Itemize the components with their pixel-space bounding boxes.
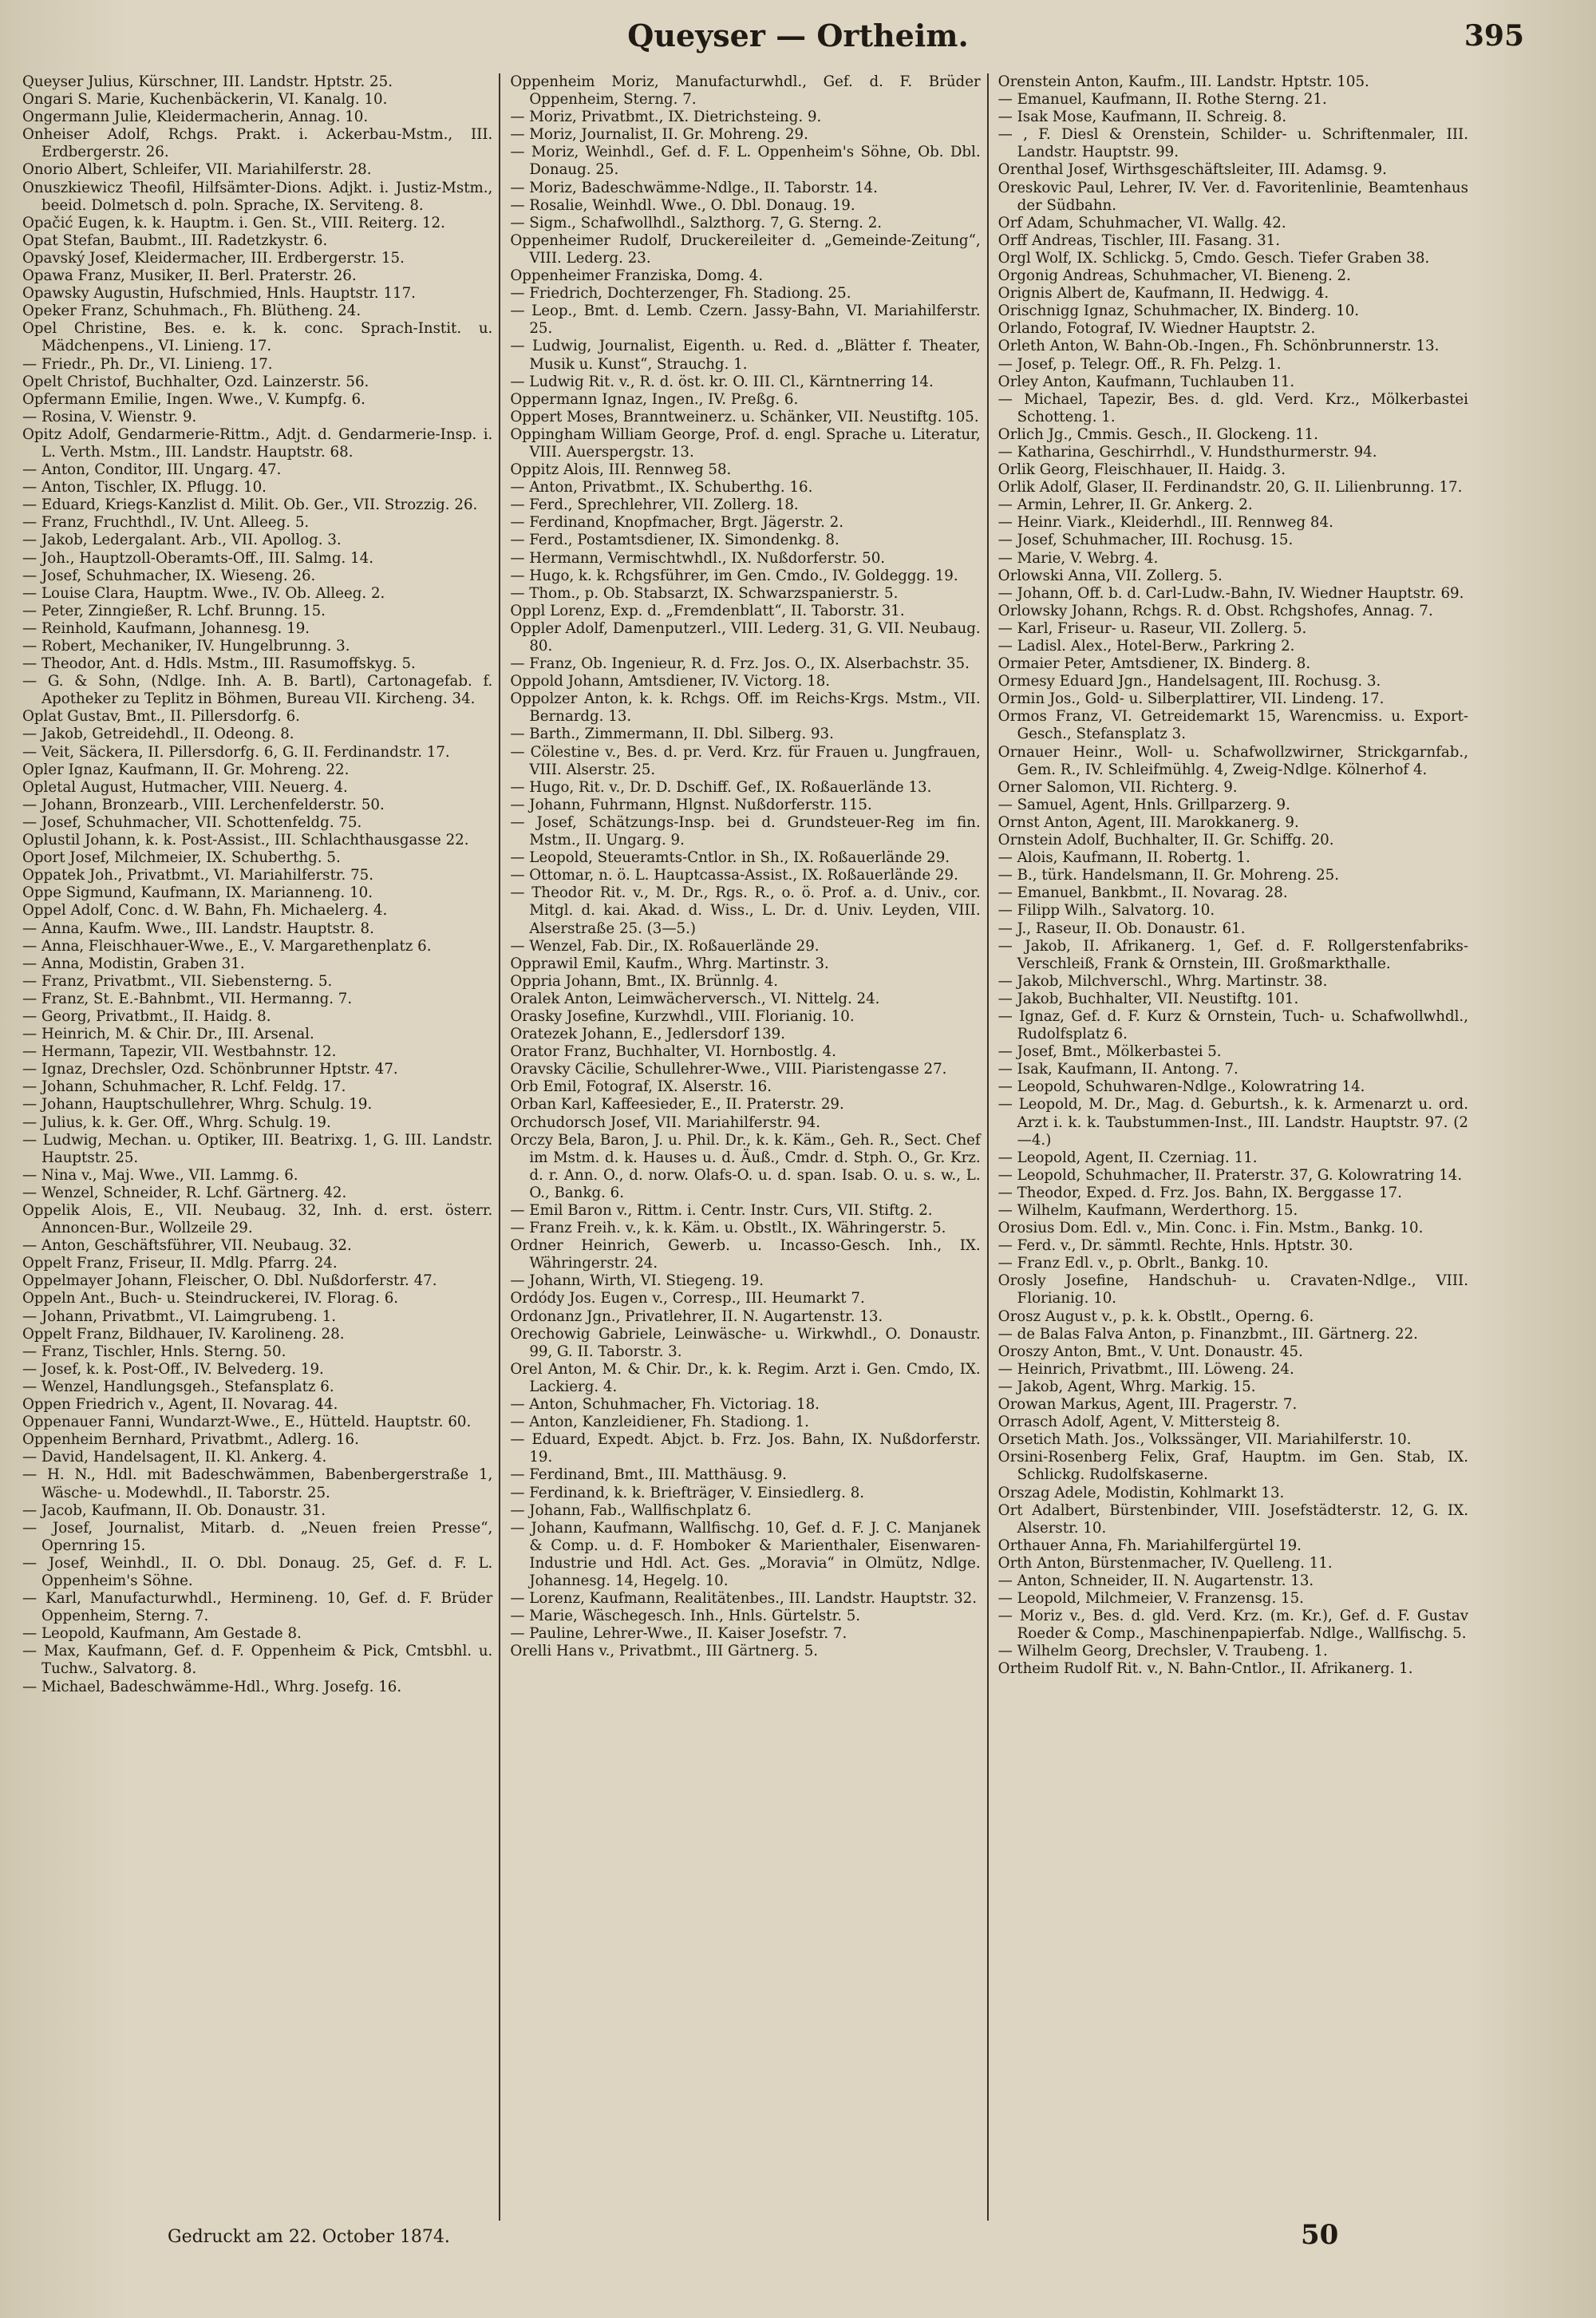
directory-entry: Orowan Markus, Agent, III. Pragerstr. 7. [998,1396,1298,1414]
directory-entry: Oppen Friedrich v., Agent, II. Novarag. 44. [22,1396,338,1414]
directory-entry: — Franz, Privatbmt., VII. Siebensterng. 5. [22,972,333,990]
directory-entry: — Franz, Tischler, Hnls. Sterng. 50. [22,1343,286,1360]
directory-entry: — Peter, Zinngießer, R. Lchf. Brunng. 15. [22,602,326,619]
directory-entry: — Josef, Schuhmacher, IX. Wieseng. 26. [22,567,316,584]
directory-entry: Orlowski Anna, VII. Zollerg. 5. [998,567,1223,584]
directory-entry: Oppenheim Moriz, Manufacturwhdl., Gef. d. F. Brüder Oppenheim, Sterng. 7. [510,73,981,109]
directory-entry: Opitz Adolf, Gendarmerie-Rittm., Adjt. d. Gendarmerie-Insp. i. L. Verth. Mstm., III. Landstr. Hauptstr. 68. [22,425,493,461]
directory-entry: — Josef, Weinhdl., II. O. Dbl. Donaug. 25, Gef. d. F. L. Oppenheim's Söhne. [22,1554,493,1589]
directory-entry: Oppold Johann, Amtsdiener, IV. Victorg. 18. [510,673,831,690]
directory-entry: Oppel Adolf, Conc. d. W. Bahn, Fh. Michaelerg. 4. [22,902,388,920]
directory-entry: — Barth., Zimmermann, II. Dbl. Silberg. 93. [510,726,834,743]
directory-entry: — Ludwig, Mechan. u. Optiker, III. Beatrixg. 1, G. III. Landstr. Hauptstr. 25. [22,1131,493,1166]
directory-entry: Opelt Christof, Buchhalter, Ozd. Lainzerstr. 56. [22,373,369,390]
directory-entry: Orasky Josefine, Kurzwhdl., VIII. Florianig. 10. [510,1007,855,1025]
directory-entry: — Wenzel, Fab. Dir., IX. Roßauerlände 29. [510,937,820,955]
directory-entry: — Filipp Wilh., Salvatorg. 10. [998,902,1215,920]
directory-entry: Ormaier Peter, Amtsdiener, IX. Binderg. 8. [998,655,1311,673]
directory-entry: Oppria Johann, Bmt., IX. Brünnlg. 4. [510,972,778,990]
directory-entry: Oppenheimer Franziska, Domg. 4. [510,267,764,285]
directory-entry: Opeker Franz, Schuhmach., Fh. Blütheng. 24. [22,303,361,320]
directory-entry: Opawa Franz, Musiker, II. Berl. Praterstr. 26. [22,267,357,285]
directory-entry: — Karl, Manufacturwhdl., Hermineng. 10, Gef. d. F. Brüder Oppenheim, Sterng. 7. [22,1590,493,1625]
directory-entry: Orlich Jg., Cmmis. Gesch., II. Glockeng. 11. [998,425,1318,443]
directory-entry: Orenthal Josef, Wirthsgeschäftsleiter, III. Adamsg. 9. [998,161,1387,179]
directory-entry: — Johann, Off. b. d. Carl-Ludw.-Bahn, IV. Wiedner Hauptstr. 69. [998,584,1464,602]
directory-entry: — Leopold, Kaufmann, Am Gestade 8. [22,1625,302,1643]
directory-entry: — Wilhelm, Kaufmann, Werderthorg. 15. [998,1202,1298,1219]
directory-entry: — Johann, Privatbmt., VI. Laimgrubeng. 1. [22,1307,337,1325]
directory-entry: Queyser Julius, Kürschner, III. Landstr. Hptstr. 25. [22,73,393,90]
directory-entry: — Rosalie, Weinhdl. Wwe., O. Dbl. Donaug. 19. [510,196,855,214]
directory-entry: — Ferdinand, Bmt., III. Matthäusg. 9. [510,1466,787,1484]
directory-entry: Opfermann Emilie, Ingen. Wwe., V. Kumpfg. 6. [22,390,365,408]
directory-entry: Orelli Hans v., Privatbmt., III Gärtnerg. 5. [510,1643,819,1660]
directory-columns [21,73,1475,2221]
directory-entry: — Georg, Privatbmt., II. Haidg. 8. [22,1007,271,1025]
directory-entry: Onorio Albert, Schleifer, VII. Mariahilferstr. 28. [22,161,372,179]
directory-entry: — Anton, Tischler, IX. Pflugg. 10. [22,479,267,496]
directory-entry: Orszag Adele, Modistin, Kohlmarkt 13. [998,1484,1285,1501]
directory-entry: — Moriz, Journalist, II. Gr. Mohreng. 29. [510,126,808,144]
directory-entry: Ordódy Jos. Eugen v., Corresp., III. Heumarkt 7. [510,1290,865,1307]
directory-entry: — Heinrich, M. & Chir. Dr., III. Arsenal. [22,1026,314,1043]
directory-entry: — Leopold, Agent, II. Czerniag. 11. [998,1149,1258,1166]
directory-entry: — Joh., Hauptzoll-Oberamts-Off., III. Salmg. 14. [22,549,373,567]
directory-entry: Ordonanz Jgn., Privatlehrer, II. N. Augartenstr. 13. [510,1307,883,1325]
directory-entry: — Ludwig, Journalist, Eigenth. u. Red. d. „Blätter f. Theater, Musik u. Kunst“, Strauchg. 1. [510,338,981,373]
directory-entry: — Emanuel, Bankbmt., II. Novarag. 28. [998,884,1288,902]
directory-entry: — Wenzel, Handlungsgeh., Stefansplatz 6. [22,1378,334,1395]
directory-entry: — Moriz v., Bes. d. gld. Verd. Krz. (m. Kr.), Gef. d. F. Gustav Roeder & Comp., Maschinenpapierfab. Ndlge., Wallfischg. 5. [998,1608,1468,1643]
directory-entry: — Karl, Friseur- u. Raseur, VII. Zollerg. 5. [998,619,1307,637]
directory-entry: Orthauer Anna, Fh. Mariahilfergürtel 19. [998,1537,1302,1554]
directory-entry: — Rosina, V. Wienstr. 9. [22,408,197,425]
directory-entry: Ortheim Rudolf Rit. v., N. Bahn-Cntlor., II. Afrikanerg. 1. [998,1660,1413,1678]
directory-entry: Opler Ignaz, Kaufmann, II. Gr. Mohreng. 22. [22,761,350,778]
directory-entry: Oppatek Joh., Privatbmt., VI. Mariahilferstr. 75. [22,867,373,884]
column-right [997,73,1475,2221]
directory-entry: — Josef, Journalist, Mitarb. d. „Neuen freien Presse“, Opernring 15. [22,1519,493,1554]
directory-entry: — Emanuel, Kaufmann, II. Rothe Sterng. 21. [998,91,1327,109]
directory-entry: — H. N., Hdl. mit Badeschwämmen, Babenbergerstraße 1, Wäsche- u. Modewhdl., II. Taborstr. 25. [22,1466,493,1501]
directory-entry: Ormos Franz, VI. Getreidemarkt 15, Warencmiss. u. Export-Gesch., Stefansplatz 3. [998,708,1468,743]
directory-entry: Orrasch Adolf, Agent, V. Mittersteig 8. [998,1414,1281,1431]
directory-entry: — de Balas Falva Anton, p. Finanzbmt., III. Gärtnerg. 22. [998,1325,1418,1343]
directory-entry: Orth Anton, Bürstenmacher, IV. Quelleng. 11. [998,1554,1333,1572]
directory-entry: Ongari S. Marie, Kuchenbäckerin, VI. Kanalg. 10. [22,91,388,109]
directory-entry: Orlik Adolf, Glaser, II. Ferdinandstr. 20, G. II. Lilienbrunng. 17. [998,479,1463,496]
directory-entry: — Leopold, Schuhwaren-Ndlge., Kolowratring 14. [998,1078,1365,1096]
directory-entry: Ort Adalbert, Bürstenbinder, VIII. Josefstädterstr. 12, G. IX. Alserstr. 10. [998,1501,1468,1537]
directory-entry: — Ladisl. Alex., Hotel-Berw., Parkring 2. [998,638,1295,655]
directory-entry: Orischnigg Ignaz, Schuhmacher, IX. Binderg. 10. [998,303,1360,320]
directory-entry: Oppl Lorenz, Exp. d. „Fremdenblatt“, II. Taborstr. 31. [510,602,905,619]
directory-entry: — Ignaz, Gef. d. F. Kurz & Ornstein, Tuch- u. Schafwollwhdl., Rudolfsplatz 6. [998,1007,1468,1043]
directory-entry: — G. & Sohn, (Ndlge. Inh. A. B. Bartl), Cartonagefab. f. Apotheker zu Teplitz in Böhmen, Bureau VII. Kircheng. 34. [22,673,493,708]
directory-entry: — Ottomar, n. ö. L. Hauptcassa-Assist., IX. Roßauerlände 29. [510,867,958,884]
directory-entry: Oppenauer Fanni, Wundarzt-Wwe., E., Hütteld. Hauptstr. 60. [22,1414,472,1431]
directory-entry: — Johann, Fuhrmann, Hlgnst. Nußdorferstr. 115. [510,796,872,813]
directory-entry: — Leopold, M. Dr., Mag. d. Geburtsh., k. k. Armenarzt u. ord. Arzt i. k. k. Taubstummen-Inst., III. Landstr. Hauptstr. 97. (2—4.) [998,1096,1468,1149]
directory-entry: — Samuel, Agent, Hnls. Grillparzerg. 9. [998,796,1290,813]
directory-entry: — Emil Baron v., Rittm. i. Centr. Instr. Curs, VII. Stiftg. 2. [510,1202,933,1219]
directory-entry: — Louise Clara, Hauptm. Wwe., IV. Ob. Alleeg. 2. [22,584,385,602]
directory-entry: Orosly Josefine, Handschuh- u. Cravaten-Ndlge., VIII. Florianig. 10. [998,1272,1468,1307]
directory-entry: — Wenzel, Schneider, R. Lchf. Gärtnerg. 42. [22,1184,347,1201]
directory-entry: — Alois, Kaufmann, II. Robertg. 1. [998,849,1250,867]
directory-entry: Orleth Anton, W. Bahn-Ob.-Ingen., Fh. Schönbrunnerstr. 13. [998,338,1440,355]
directory-entry: Opat Stefan, Baubmt., III. Radetzkystr. 6. [22,231,328,249]
directory-entry: — Anton, Schuhmacher, Fh. Victoriag. 18. [510,1396,820,1414]
directory-entry: Oppenheimer Rudolf, Druckereileiter d. „Gemeinde-Zeitung“, VIII. Lederg. 23. [510,231,981,267]
directory-entry: Orley Anton, Kaufmann, Tuchlauben 11. [998,373,1295,390]
directory-entry: — Hugo, k. k. Rchgsführer, im Gen. Cmdo., IV. Goldeggg. 19. [510,567,958,584]
directory-entry: Oratezek Johann, E., Jedlersdorf 139. [510,1026,786,1043]
directory-entry: — Anna, Modistin, Graben 31. [22,955,245,972]
directory-entry: — Anton, Geschäftsführer, VII. Neubaug. 32. [22,1237,352,1255]
directory-entry: Oport Josef, Milchmeier, IX. Schuberthg. 5. [22,849,341,867]
directory-entry: — Ferd., Postamtsdiener, IX. Simondenkg. 8. [510,532,839,549]
directory-entry: — Jakob, Agent, Whrg. Markig. 15. [998,1378,1256,1395]
directory-entry: — Lorenz, Kaufmann, Realitätenbes., III. Landstr. Hauptstr. 32. [510,1590,978,1608]
directory-entry: — Eduard, Expedt. Abjct. b. Frz. Jos. Bahn, IX. Nußdorferstr. 19. [510,1431,981,1466]
directory-entry: — Johann, Kaufmann, Wallfischg. 10, Gef. d. F. J. C. Manjanek & Comp. u. d. F. Homboker & Marienthaler, Eisenwaren-Industrie und Hdl. Act. Ges. „Moravia“ in Olmütz, Ndlge. Johannesg. 14, Hegelg. 10. [510,1519,981,1589]
directory-entry: Oreskovic Paul, Lehrer, IV. Ver. d. Favoritenlinie, Beamtenhaus der Südbahn. [998,179,1468,214]
directory-entry: — Franz, Fruchthdl., IV. Unt. Alleeg. 5. [22,514,310,532]
directory-entry: Opavský Josef, Kleidermacher, III. Erdbergerstr. 15. [22,249,405,267]
directory-entry: Orner Salomon, VII. Richterg. 9. [998,778,1238,796]
directory-entry: Onuszkiewicz Theofil, Hilfsämter-Dions. Adjkt. i. Justiz-Mstm., beeid. Dolmetsch d. poln. Sprache, IX. Serviteng. 8. [22,179,493,214]
directory-entry: — Ferdinand, Knopfmacher, Brgt. Jägerstr. 2. [510,514,844,532]
directory-entry: — Anna, Fleischhauer-Wwe., E., V. Margarethenplatz 6. [22,937,432,955]
directory-entry: Oppingham William George, Prof. d. engl. Sprache u. Literatur, VIII. Auerspergstr. 13. [510,425,981,461]
directory-entry: — Ignaz, Drechsler, Ozd. Schönbrunner Hptstr. 47. [22,1061,398,1078]
directory-entry: — Friedr., Ph. Dr., VI. Linieng. 17. [22,355,273,373]
directory-entry: — Moriz, Privatbmt., IX. Dietrichsteing. 9. [510,109,822,126]
column-left [21,73,500,2221]
directory-entry: — Anton, Privatbmt., IX. Schuberthg. 16. [510,479,813,496]
directory-entry: Orban Karl, Kaffeesieder, E., II. Praterstr. 29. [510,1096,844,1114]
directory-entry: — Josef, Schätzungs-Insp. bei d. Grundsteuer-Reg im fin. Mstm., II. Ungarg. 9. [510,813,981,849]
directory-entry: — Franz, St. E.-Bahnbmt., VII. Hermanng. 7. [22,990,353,1007]
directory-entry: — Hermann, Tapezir, VII. Westbahnstr. 12. [22,1043,337,1061]
directory-entry: — Moriz, Badeschwämme-Ndlge., II. Taborstr. 14. [510,179,878,196]
directory-entry: Opletal August, Hutmacher, VIII. Neuerg. 4. [22,778,348,796]
directory-entry: — , F. Diesl & Orenstein, Schilder- u. Schriftenmaler, III. Landstr. Hauptstr. 99. [998,126,1468,161]
directory-entry: Ormesy Eduard Jgn., Handelsagent, III. Rochusg. 3. [998,673,1381,690]
directory-entry: — Marie, V. Webrg. 4. [998,549,1159,567]
directory-entry: — Heinr. Viark., Kleiderhdl., III. Rennweg 84. [998,514,1333,532]
directory-entry: Oravsky Cäcilie, Schullehrer-Wwe., VIII. Piaristengasse 27. [510,1061,947,1078]
directory-entry: — B., türk. Handelsmann, II. Gr. Mohreng. 25. [998,867,1339,884]
directory-entry: — Jakob, Milchverschl., Whrg. Martinstr. 38. [998,972,1328,990]
directory-entry: — Moriz, Weinhdl., Gef. d. F. L. Oppenheim's Söhne, Ob. Dbl. Donaug. 25. [510,144,981,179]
directory-entry: — Robert, Mechaniker, IV. Hungelbrunng. 3. [22,638,350,655]
directory-entry: Oppolzer Anton, k. k. Rchgs. Off. im Reichs-Krgs. Mstm., VII. Bernardg. 13. [510,690,981,726]
column-middle [508,73,988,2221]
directory-entry: — Ferd., Sprechlehrer, VII. Zollerg. 18. [510,496,799,514]
directory-entry: Oplat Gustav, Bmt., II. Pillersdorfg. 6. [22,708,300,726]
directory-entry: — Thom., p. Ob. Stabsarzt, IX. Schwarzspanierstr. 5. [510,584,899,602]
print-date-footer: Gedruckt am 22. October 1874. [168,2227,450,2247]
directory-entry: Ornauer Heinr., Woll- u. Schafwollzwirner, Strickgarnfab., Gem. R., IV. Schleifmühlg. 4, Zweig-Ndlge. Kölnerhof 4. [998,743,1468,778]
directory-entry: — Anton, Conditor, III. Ungarg. 47. [22,461,282,479]
directory-entry: — Anna, Kaufm. Wwe., III. Landstr. Hauptstr. 8. [22,920,374,937]
directory-entry: — Josef, Bmt., Mölkerbastei 5. [998,1043,1222,1061]
directory-entry: Opačić Eugen, k. k. Hauptm. i. Gen. St., VIII. Reiterg. 12. [22,214,445,231]
directory-entry: Oppeln Ant., Buch- u. Steindruckerei, IV. Florag. 6. [22,1290,399,1307]
directory-entry: — Franz Edl. v., p. Obrlt., Bankg. 10. [998,1255,1269,1272]
directory-entry: Onheiser Adolf, Rchgs. Prakt. i. Ackerbau-Mstm., III. Erdbergerstr. 26. [22,126,493,161]
directory-entry: — Max, Kaufmann, Gef. d. F. Oppenheim & Pick, Cmtsbhl. u. Tuchw., Salvatorg. 8. [22,1643,493,1678]
directory-entry: — Nina v., Maj. Wwe., VII. Lammg. 6. [22,1166,298,1184]
directory-entry: — Theodor Rit. v., M. Dr., Rgs. R., o. ö. Prof. a. d. Univ., cor. Mitgl. d. kai. Akad. d. Wiss., L. Dr. d. Univ. Leyden, VIII. Alserstraße 25. (3—5.) [510,884,981,937]
directory-entry: Oplustil Johann, k. k. Post-Assist., III. Schlachthausgasse 22. [22,832,469,849]
directory-entry: Oppler Adolf, Damenputzerl., VIII. Lederg. 31, G. VII. Neubaug. 80. [510,619,981,655]
directory-entry: — Sigm., Schafwollhdl., Salzthorg. 7, G. Sterng. 2. [510,214,883,231]
directory-entry: — Cölestine v., Bes. d. pr. Verd. Krz. für Frauen u. Jungfrauen, VIII. Alserstr. 25. [510,743,981,778]
directory-entry: — Jakob, Ledergalant. Arb., VII. Apollog. 3. [22,532,342,549]
directory-entry: Oppitz Alois, III. Rennweg 58. [510,461,732,479]
directory-entry: — Johann, Bronzearb., VIII. Lerchenfelderstr. 50. [22,796,385,813]
directory-entry: Orlando, Fotograf, IV. Wiedner Hauptstr. 2. [998,320,1316,338]
directory-entry: Oppe Sigmund, Kaufmann, IX. Marianneng. 10. [22,884,373,902]
directory-entry: Oppermann Ignaz, Ingen., IV. Preßg. 6. [510,390,799,408]
directory-entry: — Reinhold, Kaufmann, Johannesg. 19. [22,619,310,637]
directory-entry: Oppelt Franz, Friseur, II. Mdlg. Pfarrg. 24. [22,1255,338,1272]
directory-entry: Orlik Georg, Fleischhauer, II. Haidg. 3. [998,461,1286,479]
directory-entry: — J., Raseur, II. Ob. Donaustr. 61. [998,920,1246,937]
directory-entry: Orff Andreas, Tischler, III. Fasang. 31. [998,231,1281,249]
directory-entry: Orator Franz, Buchhalter, VI. Hornbostlg. 4. [510,1043,836,1061]
directory-entry: — Eduard, Kriegs-Kanzlist d. Milit. Ob. Ger., VII. Strozzig. 26. [22,496,478,514]
directory-entry: — Josef, Schuhmacher, III. Rochusg. 15. [998,532,1294,549]
directory-entry: — Julius, k. k. Ger. Off., Whrg. Schulg. 19. [22,1114,331,1131]
directory-entry: Orel Anton, M. & Chir. Dr., k. k. Regim. Arzt i. Gen. Cmdo, IX. Lackierg. 4. [510,1360,981,1395]
directory-entry: — Ludwig Rit. v., R. d. öst. kr. O. III. Cl., Kärntnerring 14. [510,373,934,390]
directory-entry: — Leopold, Schuhmacher, II. Praterstr. 37, G. Kolowratring 14. [998,1166,1463,1184]
directory-entry: Oralek Anton, Leimwächerversch., VI. Nittelg. 24. [510,990,880,1007]
directory-entry: — Johann, Hauptschullehrer, Whrg. Schulg. 19. [22,1096,373,1114]
directory-entry: Ongermann Julie, Kleidermacherin, Annag. 10. [22,109,369,126]
directory-entry: — Anton, Schneider, II. N. Augartenstr. 13. [998,1572,1314,1589]
directory-entry: — Jakob, II. Afrikanerg. 1, Gef. d. F. Rollgerstenfabriks-Verschleiß, Frank & Ornstein, III. Großmarkthalle. [998,937,1468,972]
directory-entry: — Hugo, Rit. v., Dr. D. Dschiff. Gef., IX. Roßauerlände 13. [510,778,932,796]
directory-entry: Orczy Bela, Baron, J. u. Phil. Dr., k. k. Käm., Geh. R., Sect. Chef im Mstm. d. k. Hauses u. d. Äuß., Cmdr. d. Stph. O., Gr. Krz. d. r. Ann. O., d. norw. Olafs-O. u. d. span. Isab. O. u. s. w., L. O., Bankg. 6. [510,1131,981,1201]
directory-entry: Opprawil Emil, Kaufm., Whrg. Martinstr. 3. [510,955,829,972]
directory-entry: Oppelik Alois, E., VII. Neubaug. 32, Inh. d. erst. österr. Annoncen-Bur., Wollzeile 29. [22,1202,493,1237]
directory-entry: Orosius Dom. Edl. v., Min. Conc. i. Fin. Mstm., Bankg. 10. [998,1220,1424,1237]
page-header [0,18,1596,65]
directory-entry: — Jacob, Kaufmann, II. Ob. Donaustr. 31. [22,1501,326,1519]
directory-entry: — Josef, Schuhmacher, VII. Schottenfeldg. 75. [22,813,362,831]
page-number: 395 [1464,19,1524,53]
directory-entry: Orf Adam, Schuhmacher, VI. Wallg. 42. [998,214,1286,231]
directory-entry: — Ferdinand, k. k. Briefträger, V. Einsiedlerg. 8. [510,1484,865,1501]
directory-entry: — Isak, Kaufmann, II. Antong. 7. [998,1061,1238,1078]
directory-entry: Oppelt Franz, Bildhauer, IV. Karolineng. 28. [22,1325,345,1343]
directory-entry: Ornst Anton, Agent, III. Marokkanerg. 9. [998,813,1299,831]
directory-entry: — Franz Freih. v., k. k. Käm. u. Obstlt., IX. Währingerstr. 5. [510,1220,946,1237]
directory-entry: Orechowig Gabriele, Leinwäsche- u. Wirkwhdl., O. Donaustr. 99, G. II. Taborstr. 3. [510,1325,981,1360]
directory-entry: — Josef, p. Telegr. Off., R. Fh. Pelzg. 1. [998,355,1282,373]
directory-entry: — Jakob, Getreidehdl., II. Odeong. 8. [22,726,294,743]
directory-entry: Orgonig Andreas, Schuhmacher, VI. Bieneng. 2. [998,267,1351,285]
directory-entry: Ordner Heinrich, Gewerb. u. Incasso-Gesch. Inh., IX. Währingerstr. 24. [510,1237,981,1272]
directory-entry: Oppert Moses, Branntweinerz. u. Schänker, VII. Neustiftg. 105. [510,408,979,425]
directory-entry: — Armin, Lehrer, II. Gr. Ankerg. 2. [998,496,1253,514]
directory-entry: — Jakob, Buchhalter, VII. Neustiftg. 101. [998,990,1299,1007]
directory-entry: — Wilhelm Georg, Drechsler, V. Traubeng. 1. [998,1643,1328,1660]
directory-entry: — Friedrich, Dochterzenger, Fh. Stadiong. 25. [510,285,851,303]
directory-entry: — Ferd. v., Dr. sämmtl. Rechte, Hnls. Hptstr. 30. [998,1237,1353,1255]
directory-entry: Orchudorsch Josef, VII. Mariahilferstr. 94. [510,1114,821,1131]
directory-entry: — David, Handelsagent, II. Kl. Ankerg. 4. [22,1449,327,1466]
directory-entry: — Heinrich, Privatbmt., III. Löweng. 24. [998,1360,1294,1378]
directory-entry: Ormin Jos., Gold- u. Silberplattirer, VII. Lindeng. 17. [998,690,1385,708]
directory-entry: — Johann, Schuhmacher, R. Lchf. Feldg. 17. [22,1078,346,1096]
directory-entry: — Josef, k. k. Post-Off., IV. Belvederg. 19. [22,1360,324,1378]
directory-entry: Orosz August v., p. k. k. Obstlt., Operng. 6. [998,1307,1314,1325]
directory-entry: — Isak Mose, Kaufmann, II. Schreig. 8. [998,109,1287,126]
page-title: Queyser — Ortheim. [627,18,969,53]
directory-entry: Orignis Albert de, Kaufmann, II. Hedwigg. 4. [998,285,1329,303]
directory-entry: — Leop., Bmt. d. Lemb. Czern. Jassy-Bahn, VI. Mariahilferstr. 25. [510,303,981,338]
sheet-number: 50 [1301,2219,1339,2251]
directory-entry: Orsini-Rosenberg Felix, Graf, Hauptm. im Gen. Stab, IX. Schlickg. Rudolfskaserne. [998,1449,1468,1484]
directory-entry: Orb Emil, Fotograf, IX. Alserstr. 16. [510,1078,772,1096]
directory-entry: — Theodor, Ant. d. Hdls. Mstm., III. Rasumoffskyg. 5. [22,655,416,673]
directory-entry: Oppenheim Bernhard, Privatbmt., Adlerg. 16. [22,1431,359,1449]
directory-entry: Opawsky Augustin, Hufschmied, Hnls. Hauptstr. 117. [22,285,416,303]
directory-entry: Orlowsky Johann, Rchgs. R. d. Obst. Rchgshofes, Annag. 7. [998,602,1433,619]
directory-entry: Orgl Wolf, IX. Schlickg. 5, Cmdo. Gesch. Tiefer Graben 38. [998,249,1430,267]
directory-entry: Opel Christine, Bes. e. k. k. conc. Sprach-Instit. u. Mädchenpens., VI. Linieng. 17. [22,320,493,355]
directory-entry: Ornstein Adolf, Buchhalter, II. Gr. Schiffg. 20. [998,832,1334,849]
directory-entry: — Theodor, Exped. d. Frz. Jos. Bahn, IX. Berggasse 17. [998,1184,1402,1201]
directory-entry: Oroszy Anton, Bmt., V. Unt. Donaustr. 45. [998,1343,1303,1360]
directory-entry: — Veit, Säckera, II. Pillersdorfg. 6, G. II. Ferdinandstr. 17. [22,743,450,761]
directory-entry: Orenstein Anton, Kaufm., III. Landstr. Hptstr. 105. [998,73,1369,90]
directory-entry: — Katharina, Geschirrhdl., V. Hundsthurmerstr. 94. [998,443,1377,461]
directory-entry: — Michael, Badeschwämme-Hdl., Whrg. Josefg. 16. [22,1678,402,1695]
directory-entry: — Marie, Wäschegesch. Inh., Hnls. Gürtelstr. 5. [510,1608,861,1625]
directory-entry: — Anton, Kanzleidiener, Fh. Stadiong. 1. [510,1414,809,1431]
directory-entry: — Franz, Ob. Ingenieur, R. d. Frz. Jos. O., IX. Alserbachstr. 35. [510,655,970,673]
directory-entry: — Leopold, Milchmeier, V. Franzensg. 15. [998,1590,1304,1608]
directory-entry: — Johann, Fab., Wallfischplatz 6. [510,1501,752,1519]
directory-entry: — Michael, Tapezir, Bes. d. gld. Verd. Krz., Mölkerbastei Schotteng. 1. [998,390,1468,425]
directory-entry: — Johann, Wirth, VI. Stiegeng. 19. [510,1272,764,1290]
directory-entry: — Hermann, Vermischtwhdl., IX. Nußdorferstr. 50. [510,549,886,567]
directory-entry: — Pauline, Lehrer-Wwe., II. Kaiser Josefstr. 7. [510,1625,847,1643]
directory-entry: Oppelmayer Johann, Fleischer, O. Dbl. Nußdorferstr. 47. [22,1272,437,1290]
directory-entry: Orsetich Math. Jos., Volkssänger, VII. Mariahilferstr. 10. [998,1431,1412,1449]
directory-entry: — Leopold, Steueramts-Cntlor. in Sh., IX. Roßauerlände 29. [510,849,950,867]
